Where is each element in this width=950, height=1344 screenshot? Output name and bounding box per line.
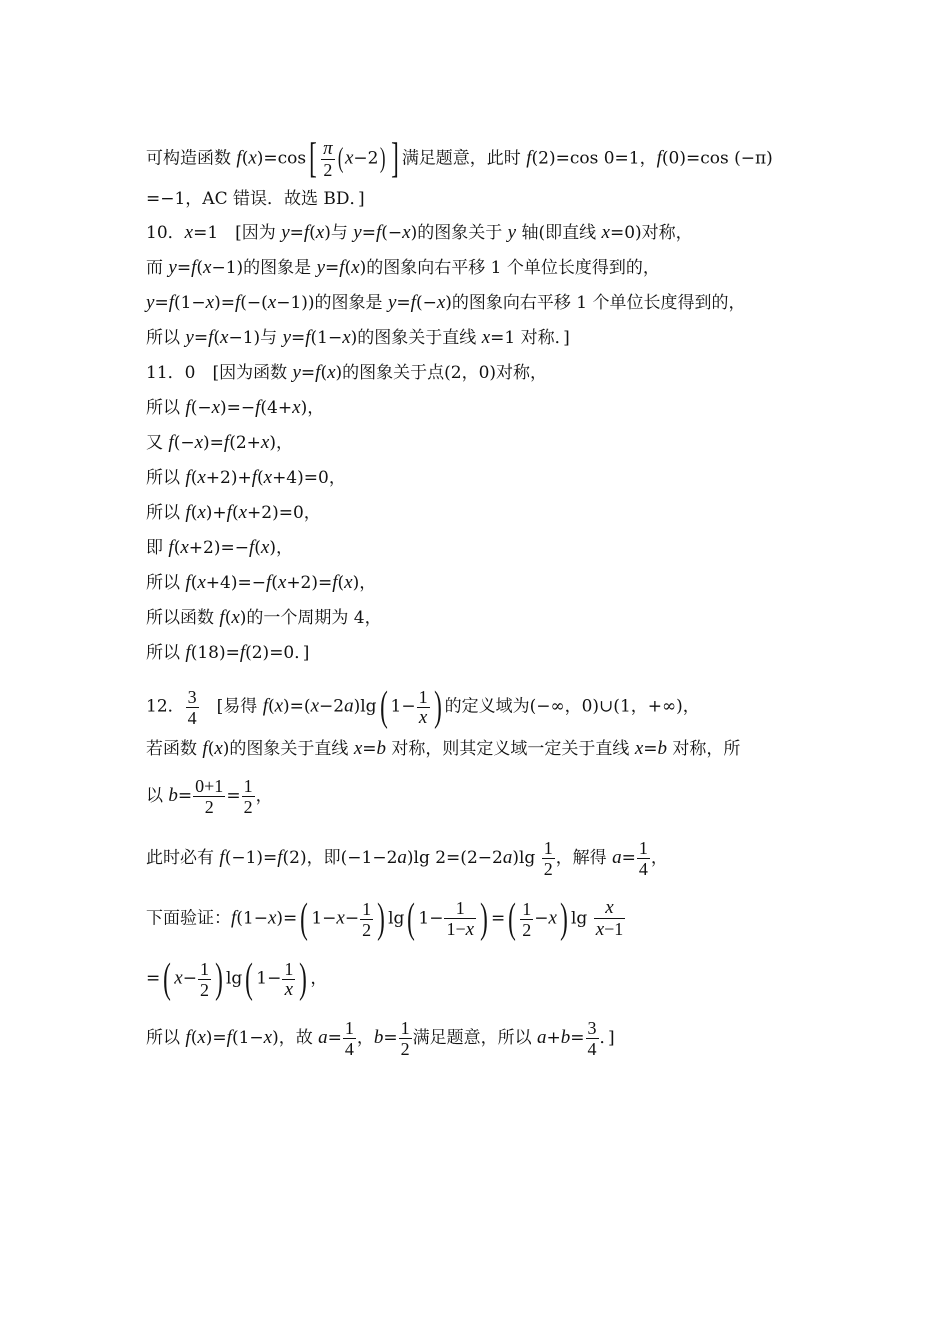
text-line: 所以 f(−x)=−f(4+x)， bbox=[146, 397, 325, 418]
text-line: 下面验证：f(1−x)=( 1−x− $\frac{1}{2}$ ) lg( 1− $\frac{1}{1-x}$ ) =( $\frac{1}{2}$ −x) lg $\frac{x}{x-1}$ bbox=[146, 896, 624, 942]
text-line: 所以 f(18)=f(2)=0．] bbox=[146, 642, 310, 663]
text-line: 所以 f(x)=f(1−x)，故 a= $\frac{1}{4}$ ，b= $\frac{1}{2}$ 满足题意，所以 a+b= $\frac{3}{4}$ ．] bbox=[146, 1018, 615, 1059]
text-line: 所以 f(x+2)+f(x+4)=0， bbox=[146, 467, 346, 488]
text-line: =−1，AC 错误．故选 BD．] bbox=[146, 189, 365, 209]
text-line: 12． $\frac{3}{4}$ [易得 f(x)=(x−2a)lg( 1− $\frac{1}{x}$ ) 的定义域为(−∞，0)∪(1，+∞)， bbox=[146, 684, 700, 730]
text-line: 此时必有 f(−1)=f(2)，即(−1−2a)lg 2=(2−2a)lg $\frac{1}{2}$ ，解得 a= $\frac{1}{4}$ ， bbox=[146, 838, 668, 879]
text-line: y=f(1−x)=f(−(x−1))的图象是 y=f(−x)的图象向右平移 1 个单位长度得到的， bbox=[146, 292, 746, 313]
text-line: 若函数 f(x)的图象关于直线 x=b 对称，则其定义域一定关于直线 x=b 对称，所 bbox=[146, 738, 741, 759]
text-line: 而 y=f(x−1)的图象是 y=f(x)的图象向右平移 1 个单位长度得到的， bbox=[146, 257, 660, 278]
text-line: =( x− $\frac{1}{2}$ ) lg( 1− $\frac{1}{x}$ ) ， bbox=[146, 956, 328, 1002]
text-line: 又 f(−x)=f(2+x)， bbox=[146, 432, 293, 453]
text-line: 所以 y=f(x−1)与 y=f(1−x)的图象关于直线 x=1 对称．] bbox=[146, 327, 570, 348]
text-line: 可构造函数 f(x)=cos[ $\frac{\pi}{2}$ (x−2) ] 满足题意，此时 f(2)=cos 0=1，f(0)=cos (−π) bbox=[146, 136, 773, 182]
text-line: 10．x=1 [因为 y=f(x)与 y=f(−x)的图象关于 y 轴(即直线 x=0)对称， bbox=[146, 222, 693, 243]
text-line: 所以 f(x+4)=−f(x+2)=f(x)， bbox=[146, 572, 377, 593]
text-line: 所以 f(x)+f(x+2)=0， bbox=[146, 502, 321, 523]
text-line: 所以函数 f(x)的一个周期为 4， bbox=[146, 607, 382, 628]
text-line: 11．0 [因为函数 y=f(x)的图象关于点(2，0)对称， bbox=[146, 362, 548, 383]
text-line: 即 f(x+2)=−f(x)， bbox=[146, 537, 293, 558]
text-line: 以 b= $\frac{0+1}{2}$ = $\frac{1}{2}$ ， bbox=[146, 776, 273, 817]
